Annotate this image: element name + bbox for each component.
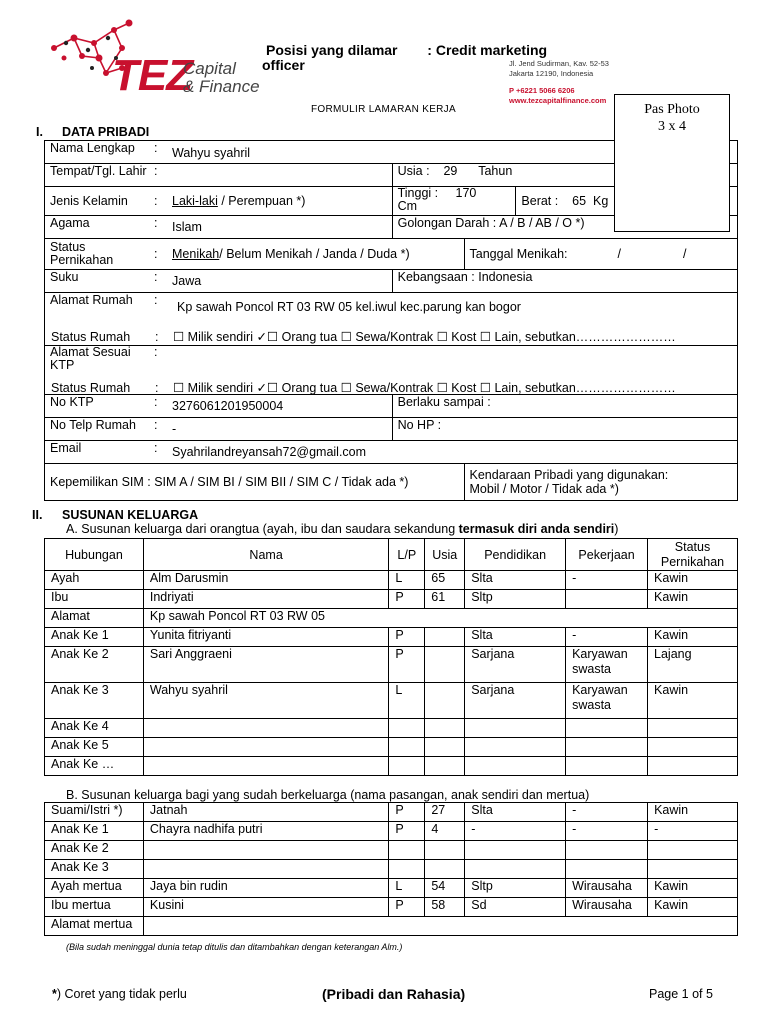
status-rumah-options2: ☐ Milik sendiri ✓☐ Orang tua ☐ Sewa/Kontrak ☐ Kost ☐ Lain, sebutkan…………………… xyxy=(173,381,676,395)
status-label1: Status xyxy=(50,240,86,254)
tinggi-label: Tinggi : xyxy=(397,186,439,200)
tgl-sep1: / xyxy=(617,247,621,261)
header-hubungan: Hubungan xyxy=(45,539,144,571)
colon: : xyxy=(154,395,158,409)
cell-kendaraan xyxy=(464,464,737,501)
status-rumah-label2: Status Rumah xyxy=(51,381,131,395)
position-label-text: Posisi yang dilamar xyxy=(266,42,398,58)
brand-sub1: Capital xyxy=(183,59,236,78)
tgl-sep2: / xyxy=(682,247,687,261)
table-cell xyxy=(465,841,566,860)
table-cell: Kawin xyxy=(648,898,738,917)
row-sim xyxy=(45,464,465,501)
table-cell: Anak Ke 1 xyxy=(45,822,144,841)
table-cell: Slta xyxy=(465,628,566,647)
table-cell xyxy=(566,860,648,879)
section2-number: II. xyxy=(32,508,43,522)
table-row xyxy=(45,917,738,936)
cell-hp xyxy=(392,418,737,441)
row-suku xyxy=(45,270,393,293)
goldar-label: Golongan Darah : A / B / AB / O *) xyxy=(397,216,585,230)
phone-number: P +6221 5066 6206 xyxy=(509,86,575,95)
row-email xyxy=(45,441,738,464)
colon: : xyxy=(155,381,159,395)
berlaku-label: Berlaku sampai : xyxy=(397,395,491,409)
header-status-pernikahan: Status Pernikahan xyxy=(648,539,738,571)
footer-left-text: ) Coret yang tidak perlu xyxy=(56,987,187,1001)
jk-label: Jenis Kelamin xyxy=(50,194,128,208)
table-cell xyxy=(648,738,738,757)
table-cell xyxy=(425,647,465,683)
status-option-other: / Belum Menikah / Janda / Duda *) xyxy=(219,247,410,261)
alamat-value: Kp sawah Poncol RT 03 RW 05 kel.iwul kec.parung kan bogor xyxy=(177,300,521,314)
table-cell: 4 xyxy=(425,822,465,841)
table-row xyxy=(45,860,738,879)
header-usia: Usia xyxy=(425,539,465,571)
table-cell: Sltp xyxy=(465,879,566,898)
table-cell: Anak Ke 3 xyxy=(45,860,144,879)
table-cell xyxy=(143,917,737,936)
table-cell xyxy=(465,860,566,879)
table-cell xyxy=(648,841,738,860)
table-cell: P xyxy=(389,628,425,647)
table-row xyxy=(45,628,738,647)
table-cell xyxy=(425,841,465,860)
table-cell: Kawin xyxy=(648,803,738,822)
row-agama xyxy=(45,216,393,239)
photo-label: Pas Photo xyxy=(644,102,700,117)
subsection-b: B. Susunan keluarga bagi yang sudah berkeluarga (nama pasangan, anak sendiri dan mertua) xyxy=(66,788,590,802)
table-cell xyxy=(389,757,425,776)
table-row xyxy=(45,803,738,822)
table-cell xyxy=(389,860,425,879)
table-cell: Sd xyxy=(465,898,566,917)
suku-value: Jawa xyxy=(172,274,202,288)
table-row xyxy=(45,738,738,757)
table-cell xyxy=(648,757,738,776)
table-cell: Ayah mertua xyxy=(45,879,144,898)
table-cell: Yunita fitriyanti xyxy=(143,628,388,647)
table-cell: P xyxy=(389,803,425,822)
family-table-a xyxy=(44,538,738,776)
table-cell: Anak Ke 3 xyxy=(45,683,144,719)
table-cell: Alamat mertua xyxy=(45,917,144,936)
alamat-ktp-label1: Alamat Sesuai xyxy=(50,345,131,359)
alamat-ktp-label2: KTP xyxy=(50,358,75,372)
table-cell: Anak Ke 5 xyxy=(45,738,144,757)
table-cell xyxy=(425,628,465,647)
table-row xyxy=(45,683,738,719)
tinggi-unit: Cm xyxy=(397,199,418,213)
table-cell: Alm Darusmin xyxy=(143,571,388,590)
berat-unit: Kg xyxy=(593,194,609,208)
suku-label: Suku xyxy=(50,270,79,284)
table-cell xyxy=(566,738,648,757)
row-alamat-ktp xyxy=(45,346,738,395)
colon: : xyxy=(154,270,158,284)
table-cell xyxy=(465,719,566,738)
table-row xyxy=(45,571,738,590)
email-value: Syahrilandreyansah72@gmail.com xyxy=(172,445,367,459)
table-cell: Jaya bin rudin xyxy=(143,879,389,898)
table-cell: P xyxy=(389,822,425,841)
ttl-value: : xyxy=(154,164,158,178)
nama-label: Nama Lengkap xyxy=(50,141,135,155)
colon: : xyxy=(154,293,158,307)
table-cell: Sarjana xyxy=(465,647,566,683)
ttl-label: Tempat/Tgl. Lahir xyxy=(50,164,147,178)
table-cell: Kawin xyxy=(648,628,738,647)
table-cell: Sltp xyxy=(465,590,566,609)
table-row xyxy=(45,822,738,841)
status-rumah-label: Status Rumah xyxy=(51,330,131,344)
table-cell: - xyxy=(648,822,738,841)
colon: : xyxy=(154,418,158,432)
table-cell xyxy=(425,738,465,757)
table-cell xyxy=(143,860,389,879)
table-cell: 27 xyxy=(425,803,465,822)
table-cell: Karyawan swasta xyxy=(566,647,648,683)
usia-label: Usia : xyxy=(397,164,430,178)
usia-value: 29 xyxy=(443,164,458,178)
table-cell xyxy=(143,738,388,757)
table-cell xyxy=(143,841,389,860)
table-row xyxy=(45,898,738,917)
colon: : xyxy=(154,345,158,359)
ktp-label: No KTP xyxy=(50,395,94,409)
table-cell: Wahyu syahril xyxy=(143,683,388,719)
subA-bold: termasuk diri anda sendiri xyxy=(458,522,615,536)
status-label2: Pernikahan xyxy=(50,253,114,267)
colon: : xyxy=(154,194,158,208)
table-cell: Suami/Istri *) xyxy=(45,803,144,822)
status-option-married: Menikah xyxy=(172,247,220,261)
table-cell: Sari Anggraeni xyxy=(143,647,388,683)
photo-size: 3 x 4 xyxy=(658,119,686,134)
colon: : xyxy=(155,330,159,344)
footer-note xyxy=(52,987,187,1001)
subsection-a xyxy=(66,522,618,536)
table-cell xyxy=(566,719,648,738)
header-pendidikan: Pendidikan xyxy=(465,539,566,571)
table-row xyxy=(45,841,738,860)
table-cell: Lajang xyxy=(648,647,738,683)
table-cell: Slta xyxy=(465,803,566,822)
table-cell: Karyawan swasta xyxy=(566,683,648,719)
table-row xyxy=(45,590,738,609)
table-cell: Anak Ke 1 xyxy=(45,628,144,647)
table-cell: Ayah xyxy=(45,571,144,590)
section1-title: DATA PRIBADI xyxy=(62,125,150,139)
brand-sub2: & Finance xyxy=(183,77,260,96)
position-label xyxy=(266,42,547,58)
footnote-alm: (Bila sudah meninggal dunia tetap ditulis dan ditambahkan dengan keterangan Alm.) xyxy=(66,942,403,952)
table-cell: L xyxy=(389,571,425,590)
kendaraan-line1: Kendaraan Pribadi yang digunakan: xyxy=(469,468,669,482)
table-cell xyxy=(389,719,425,738)
agama-label: Agama xyxy=(50,216,90,230)
ktp-value: 3276061201950004 xyxy=(172,399,284,413)
address-line2: Jakarta 12190, Indonesia xyxy=(509,69,594,78)
agama-value: Islam xyxy=(172,220,202,234)
table-cell: Kawin xyxy=(648,879,738,898)
table-cell: L xyxy=(389,879,425,898)
table-cell: Anak Ke 2 xyxy=(45,841,144,860)
table-cell: Ibu xyxy=(45,590,144,609)
position-value: : Credit marketing xyxy=(427,42,548,58)
row-jk xyxy=(45,187,393,216)
table-cell xyxy=(425,860,465,879)
sim-label: Kepemilikan SIM : SIM A / SIM BI / SIM BII / SIM C / Tidak ada *) xyxy=(50,475,409,489)
table-cell: Kawin xyxy=(648,590,738,609)
table-cell xyxy=(425,757,465,776)
table-cell: P xyxy=(389,590,425,609)
usia-unit: Tahun xyxy=(478,164,513,178)
website: www.tezcapitalfinance.com xyxy=(509,96,607,105)
berat-label: Berat : xyxy=(521,194,559,208)
email-label: Email xyxy=(50,441,82,455)
colon: : xyxy=(154,216,158,230)
table-cell: L xyxy=(389,683,425,719)
tinggi-value: 170 xyxy=(455,186,477,200)
colon: : xyxy=(154,141,158,155)
table-cell: P xyxy=(389,647,425,683)
table-cell: Wirausaha xyxy=(566,879,648,898)
table-cell: - xyxy=(566,822,648,841)
nama-value: Wahyu syahril xyxy=(172,146,251,160)
table-cell xyxy=(143,719,388,738)
table-cell: Kawin xyxy=(648,571,738,590)
table-cell xyxy=(648,860,738,879)
table-cell: Sarjana xyxy=(465,683,566,719)
position-value-line2: officer xyxy=(262,57,305,73)
table-cell: 58 xyxy=(425,898,465,917)
table-cell: - xyxy=(566,803,648,822)
berat-value: 65 xyxy=(572,194,587,208)
table-cell xyxy=(566,841,648,860)
status-rumah-options: ☐ Milik sendiri ✓☐ Orang tua ☐ Sewa/Kontrak ☐ Kost ☐ Lain, sebutkan…………………… xyxy=(173,330,676,344)
table-cell: Anak Ke 2 xyxy=(45,647,144,683)
form-title: FORMULIR LAMARAN KERJA xyxy=(311,104,456,115)
table-cell: Chayra nadhifa putri xyxy=(143,822,389,841)
cell-tgl-menikah xyxy=(464,239,737,270)
table-cell xyxy=(389,738,425,757)
table-row xyxy=(45,609,738,628)
table-cell: Indriyati xyxy=(143,590,388,609)
table-cell xyxy=(143,757,388,776)
table-cell: - xyxy=(566,571,648,590)
row-alamat xyxy=(45,293,738,346)
telp-value: - xyxy=(172,422,177,436)
table-cell: 65 xyxy=(425,571,465,590)
table-cell: Slta xyxy=(465,571,566,590)
table-cell xyxy=(566,757,648,776)
jk-option-female: / Perempuan *) xyxy=(217,194,306,208)
colon: : xyxy=(154,441,158,455)
header-pekerjaan: Pekerjaan xyxy=(566,539,648,571)
table-row xyxy=(45,647,738,683)
address-line1: Jl. Jend Sudirman, Kav. 52-53 xyxy=(509,59,609,68)
table-cell xyxy=(425,719,465,738)
header-lp: L/P xyxy=(389,539,425,571)
table-cell xyxy=(465,738,566,757)
cell-berlaku xyxy=(392,395,737,418)
table-cell xyxy=(425,683,465,719)
section1-number: I. xyxy=(36,125,43,139)
brand-name: TEZ xyxy=(112,51,193,100)
table-cell: Wirausaha xyxy=(566,898,648,917)
table-cell: 54 xyxy=(425,879,465,898)
tgl-menikah-label: Tanggal Menikah: xyxy=(469,247,568,261)
colon: : xyxy=(154,247,158,261)
jk-option-male: Laki-laki xyxy=(172,194,218,208)
table-cell: Alamat xyxy=(45,609,144,628)
alamat-label: Alamat Rumah xyxy=(50,293,133,307)
table-row xyxy=(45,879,738,898)
table-cell: P xyxy=(389,898,425,917)
footer-star: * xyxy=(52,987,57,1001)
kendaraan-line2: Mobil / Motor / Tidak ada *) xyxy=(469,482,619,496)
section2-title: SUSUNAN KELUARGA xyxy=(62,508,199,522)
family-table-b xyxy=(44,802,738,936)
table-cell: - xyxy=(465,822,566,841)
table-row xyxy=(45,757,738,776)
cell-tinggi xyxy=(392,187,516,216)
page-number: Page 1 of 5 xyxy=(649,987,713,1001)
telp-label: No Telp Rumah xyxy=(50,418,136,432)
kebangsaan-label: Kebangsaan : Indonesia xyxy=(397,270,533,284)
table-cell: Kp sawah Poncol RT 03 RW 05 xyxy=(143,609,737,628)
hp-label: No HP : xyxy=(397,418,442,432)
table-cell: 61 xyxy=(425,590,465,609)
table-cell: Kawin xyxy=(648,683,738,719)
table-cell xyxy=(648,719,738,738)
header-nama: Nama xyxy=(143,539,388,571)
table-cell xyxy=(389,841,425,860)
row-status xyxy=(45,239,465,270)
footer-center: (Pribadi dan Rahasia) xyxy=(322,986,466,1002)
row-ttl xyxy=(45,164,393,187)
subA-suffix: ) xyxy=(614,522,619,536)
table-cell: Anak Ke … xyxy=(45,757,144,776)
cell-kebangsaan xyxy=(392,270,737,293)
table-cell: Kusini xyxy=(143,898,389,917)
table-cell xyxy=(465,757,566,776)
row-telp xyxy=(45,418,393,441)
photo-box xyxy=(614,94,730,232)
table-cell: - xyxy=(566,628,648,647)
subA-prefix: A. Susunan keluarga dari orangtua (ayah, ibu dan saudara sekandung xyxy=(66,522,459,536)
table-cell: Anak Ke 4 xyxy=(45,719,144,738)
table-row xyxy=(45,719,738,738)
row-ktp xyxy=(45,395,393,418)
table-cell: Jatnah xyxy=(143,803,389,822)
table-cell xyxy=(566,590,648,609)
table-cell: Ibu mertua xyxy=(45,898,144,917)
